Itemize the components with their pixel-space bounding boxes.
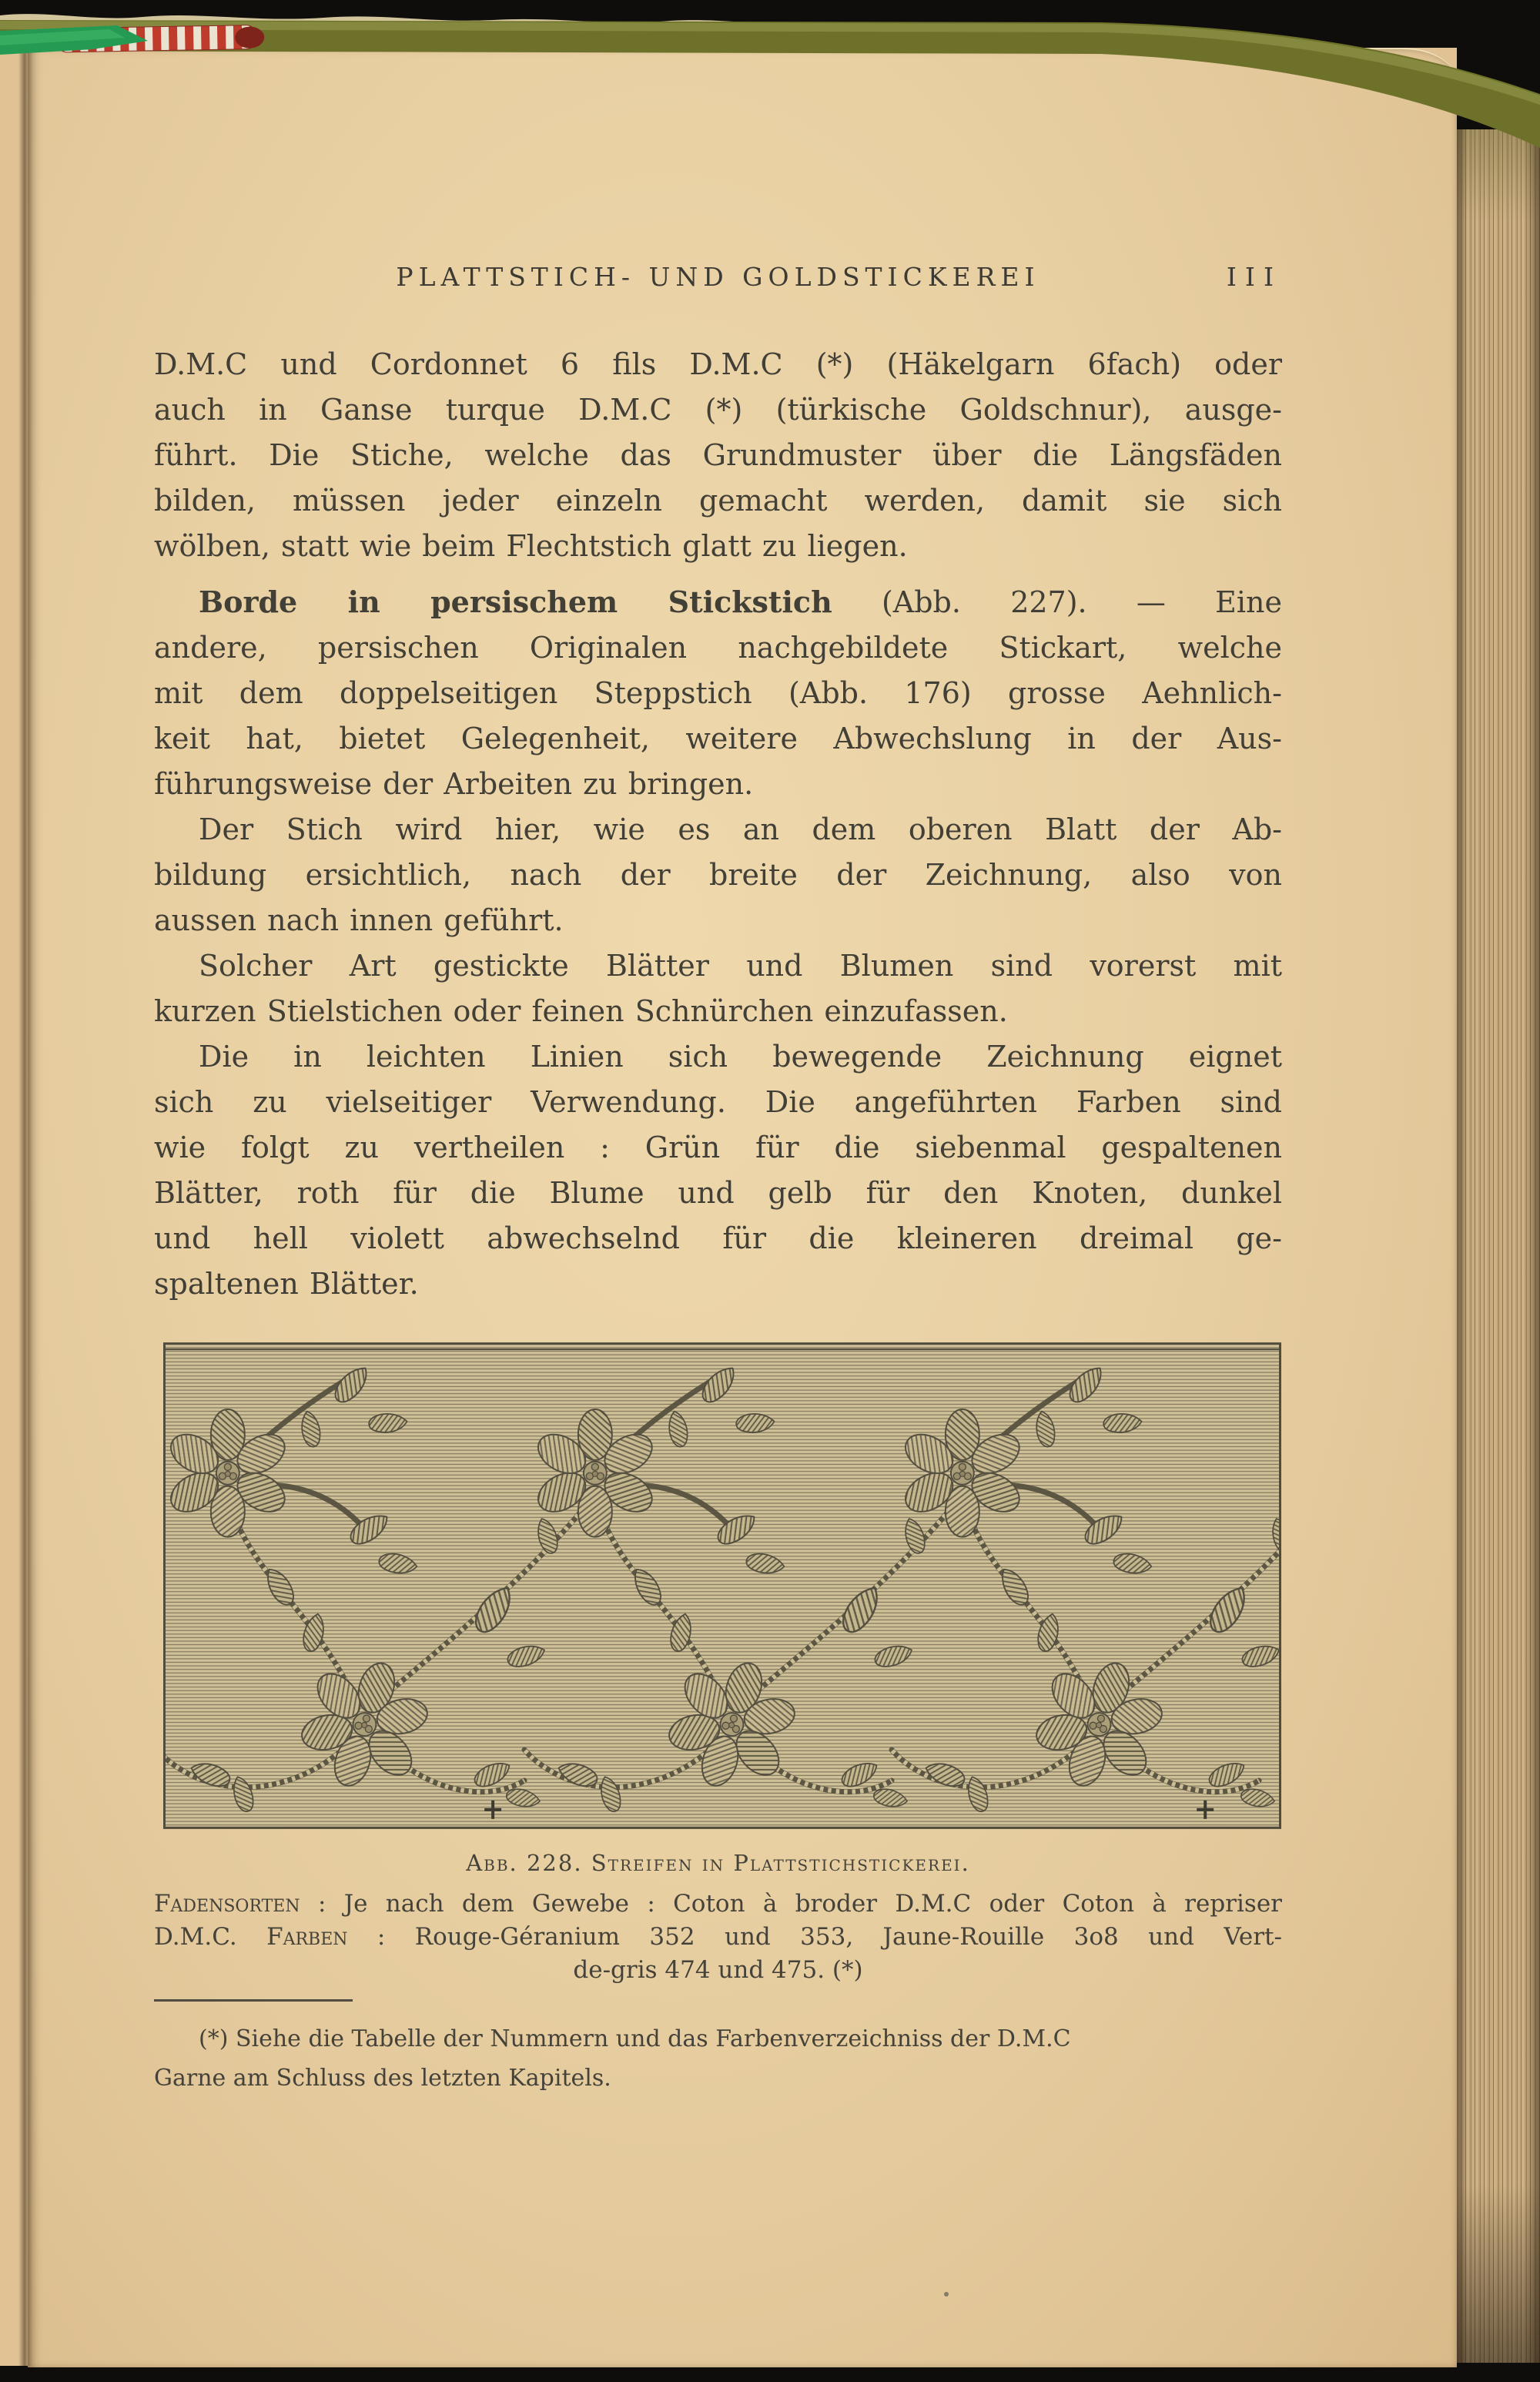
body-line <box>154 579 1282 625</box>
body-line: kurzen Stielstichen oder feinen Schnürchen einzufassen. <box>154 994 1008 1028</box>
body-line-rest: (Abb. 227). — Eine <box>832 585 1282 619</box>
body-line: D.M.C und Cordonnet 6 fils D.M.C (*) (Häkelgarn 6fach) oder <box>154 347 1282 381</box>
paragraph <box>154 579 1282 807</box>
footnote-line: (*) Siehe die Tabelle der Nummern und das Farbenverzeichniss der D.M.C <box>199 2025 1071 2052</box>
credit-text: : Je nach dem Gewebe : Coton à broder D.M.C oder Coton à repriser <box>300 1890 1282 1918</box>
body-line: Die in leichten Linien sich bewegende Zeichnung eignet <box>199 1040 1282 1074</box>
body-line: auch in Ganse turque D.M.C (*) (türkische Goldschnur), ausge- <box>154 393 1282 427</box>
body-line: keit hat, bietet Gelegenheit, weitere Abwechslung in der Aus- <box>154 722 1282 755</box>
credit-line: de-gris 474 und 475. (*) <box>573 1956 863 1984</box>
credit-line <box>154 1921 1282 1954</box>
body-line: Solcher Art gestickte Blätter und Blumen sind vorerst mit <box>199 949 1282 983</box>
gutter-crease <box>18 48 32 2366</box>
paragraph <box>154 342 1282 569</box>
body-line: wie folgt zu vertheilen : Grün für die siebenmal gespaltenen <box>154 1131 1282 1164</box>
paragraph <box>154 1034 1282 1307</box>
body-text <box>154 342 1282 1307</box>
body-line: sich zu vielseitiger Verwendung. Die angeführten Farben sind <box>154 1085 1282 1119</box>
credit-line <box>154 1888 1282 1921</box>
body-line: wölben, statt wie beim Flechtstich glatt zu liegen. <box>154 529 908 563</box>
body-line: und hell violett abwechselnd für die kleineren dreimal ge- <box>154 1221 1282 1255</box>
body-line: mit dem doppelseitigen Steppstich (Abb. 176) grosse Aehnlich- <box>154 676 1282 710</box>
body-line: Blätter, roth für die Blume und gelb für den Knoten, dunkel <box>154 1176 1282 1210</box>
body-line: bildung ersichtlich, nach der breite der Zeichnung, also von <box>154 858 1282 892</box>
page-stack-fore-edge <box>1457 129 1540 2363</box>
body-line: führungsweise der Arbeiten zu bringen. <box>154 767 754 801</box>
book-top-edge <box>0 0 1540 169</box>
body-line: aussen nach innen geführt. <box>154 903 564 937</box>
credit-text: : Rouge-Géranium 352 und 353, Jaune-Rouille 3o8 und Vert- <box>347 1923 1282 1951</box>
footnote-rule <box>154 1999 353 2002</box>
figure-caption: Abb. 228. Streifen in Plattstichstickerei. <box>466 1850 970 1876</box>
body-line: führt. Die Stiche, welche das Grundmuster über die Längsfäden <box>154 438 1282 472</box>
footnote-line: Garne am Schluss des letzten Kapitels. <box>154 2065 611 2092</box>
running-head <box>154 262 1282 300</box>
body-line: spaltenen Blätter. <box>154 1267 419 1301</box>
embroidery-band-engraving <box>163 1342 1281 1830</box>
body-line: andere, persischen Originalen nachgebildete Stickart, welche <box>154 631 1282 665</box>
paragraph <box>154 943 1282 1034</box>
paragraph-lead-bold: Borde in persischem Stickstich <box>199 585 832 619</box>
figure-credits <box>154 1888 1282 1987</box>
body-line: bilden, müssen jeder einzeln gemacht werden, damit sie sich <box>154 484 1282 518</box>
credit-label: Farben <box>266 1923 348 1951</box>
paper-speck <box>944 2292 949 2297</box>
credit-label: Fadensorten <box>154 1890 300 1918</box>
credit-text: D.M.C. <box>154 1923 267 1951</box>
footnote <box>154 2019 1282 2098</box>
page-title: PLATTSTICH- UND GOLDSTICKEREI <box>396 262 1040 292</box>
page-number: III <box>1226 262 1282 292</box>
figure-illustration <box>163 1342 1281 1830</box>
body-line: Der Stich wird hier, wie es an dem oberen Blatt der Ab- <box>199 812 1282 846</box>
paragraph <box>154 807 1282 943</box>
